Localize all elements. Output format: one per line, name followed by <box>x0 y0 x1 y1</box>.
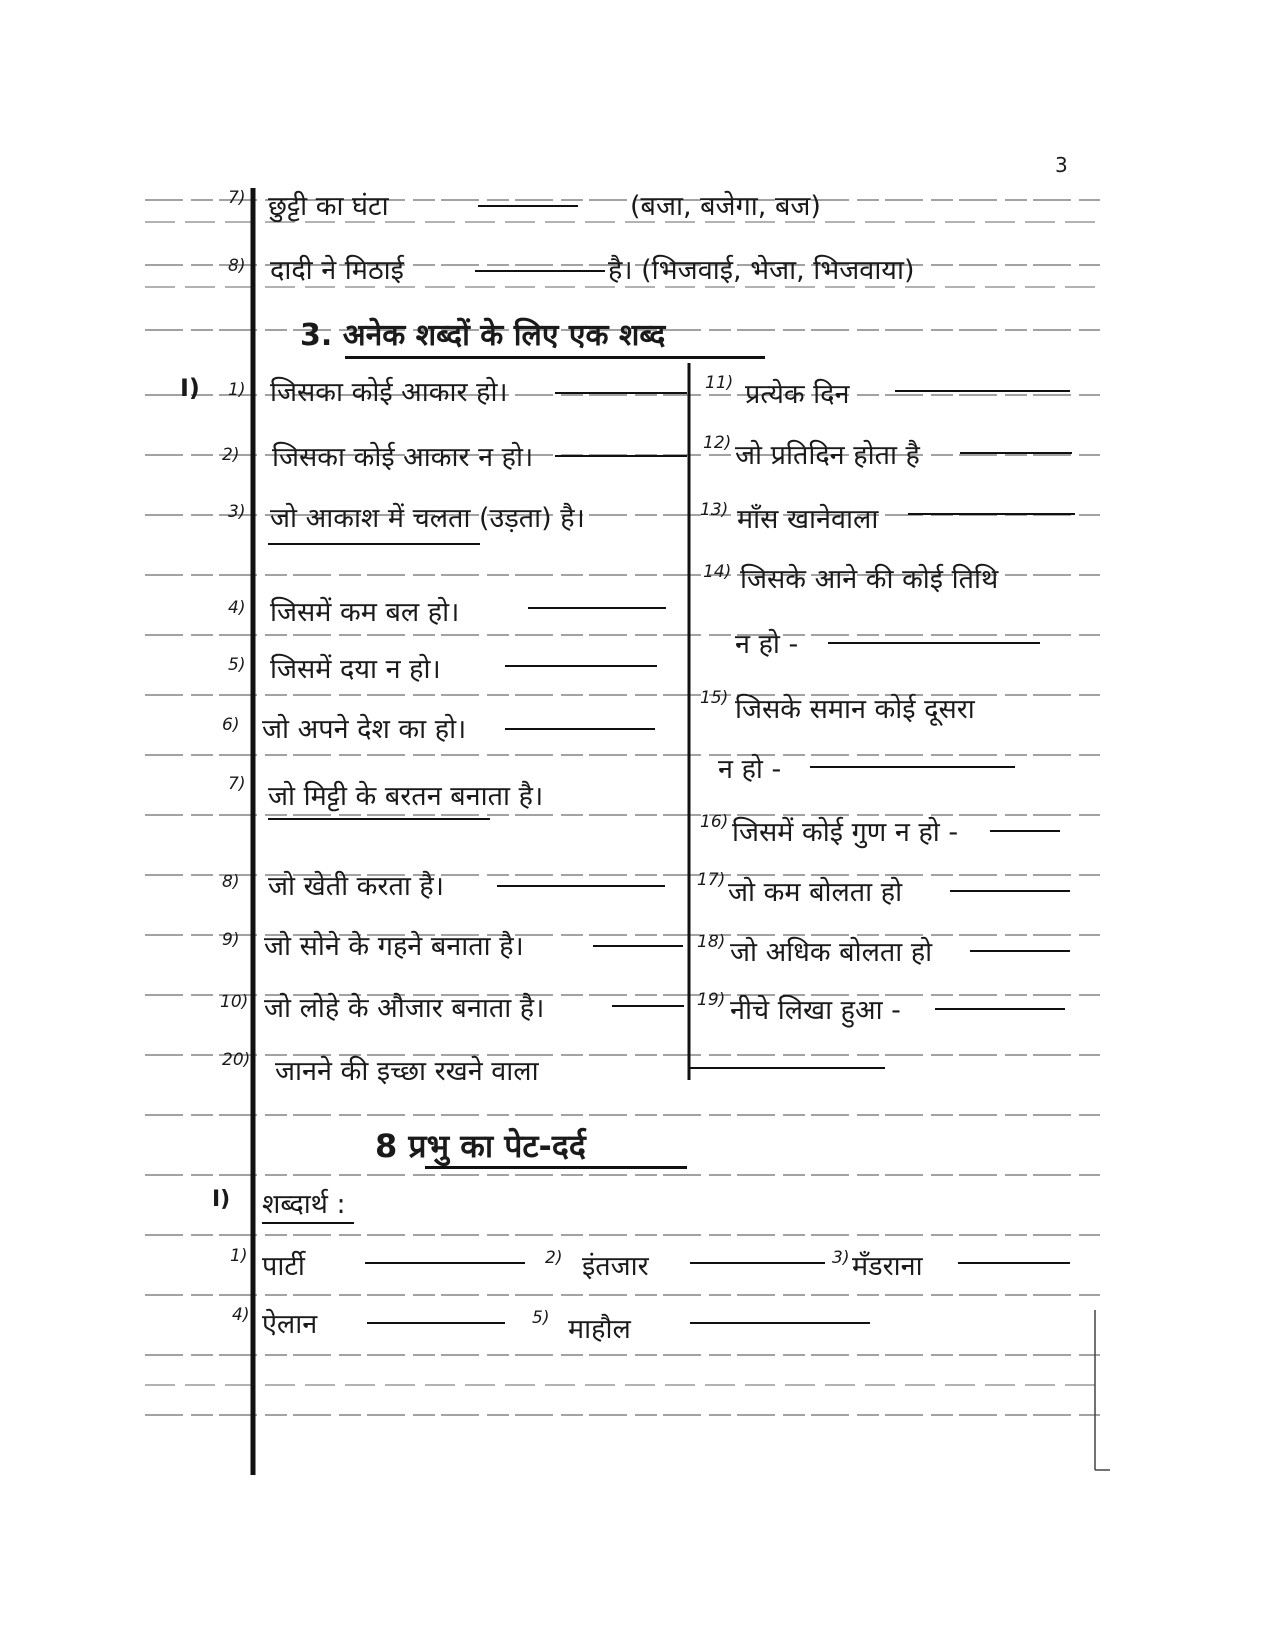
item-number: 16) <box>700 812 729 832</box>
sentence-continuation: न हो - <box>735 629 799 660</box>
word-text: इंतजार <box>582 1251 649 1282</box>
sentence-text: जानने की इच्छा रखने वाला <box>275 1056 539 1087</box>
item-number: 11) <box>705 373 734 393</box>
section-title: 3. अनेक शब्दों के लिए एक शब्द <box>300 318 666 353</box>
item-number: 20) <box>222 1050 251 1070</box>
sentence-text: जो लोहे के औजार बनाता है। <box>264 993 545 1024</box>
answer-blank <box>268 543 480 545</box>
sentence-text: जिसमें दया न हो। <box>270 654 441 685</box>
answer-blank <box>895 390 1070 392</box>
sentence-text: नीचे लिखा हुआ - <box>730 995 901 1026</box>
answer-blank <box>475 270 605 272</box>
sentence-text: छुट्टी का घंटा <box>268 191 389 222</box>
word-text: मँडराना <box>852 1251 923 1282</box>
group-label: I) <box>180 374 200 402</box>
item-number: 6) <box>222 715 240 735</box>
answer-blank <box>478 205 578 207</box>
sentence-text: जो खेती करता है। <box>268 871 444 902</box>
answer-blank <box>970 950 1070 952</box>
title-underline <box>345 356 765 359</box>
answer-blank <box>528 607 666 609</box>
sentence-text: जिसमें कोई गुण न हो - <box>732 817 959 848</box>
item-number: 7) <box>228 774 246 794</box>
answer-blank <box>365 1262 525 1264</box>
answer-blank <box>935 1008 1065 1010</box>
item-number: 2) <box>545 1248 563 1268</box>
item-number: 7) <box>228 188 246 208</box>
answer-blank <box>958 1262 1070 1264</box>
item-number: 5) <box>228 655 246 675</box>
item-number: 8) <box>228 256 246 276</box>
answer-blank <box>612 1005 684 1007</box>
answer-blank <box>367 1322 505 1324</box>
sentence-text: जो अपने देश का हो। <box>262 714 467 745</box>
answer-blank <box>268 818 490 820</box>
answer-blank <box>690 1322 870 1324</box>
answer-blank <box>908 513 1075 515</box>
word-text: ऐलान <box>262 1309 318 1340</box>
sentence-text: जो प्रतिदिन होता है <box>735 440 920 471</box>
sentence-continuation: न हो - <box>718 754 782 785</box>
sentence-text: जिसका कोई आकार हो। <box>270 377 508 408</box>
item-number: 1) <box>228 380 246 400</box>
item-number: 8) <box>222 872 240 892</box>
sentence-text: जो कम बोलता हो <box>728 877 903 908</box>
answer-blank <box>828 642 1040 644</box>
item-number: 15) <box>700 688 729 708</box>
answer-blank <box>990 830 1060 832</box>
subheading-underline <box>262 1222 354 1224</box>
item-number: 18) <box>697 932 726 952</box>
group-label: I) <box>212 1187 231 1212</box>
item-number: 3) <box>228 502 246 522</box>
answer-blank <box>690 1067 885 1069</box>
item-number: 9) <box>222 930 240 950</box>
sentence-text: जो आकाश में चलता (उड़ता) है। <box>270 503 585 534</box>
sentence-text: दादी ने मिठाई <box>270 255 404 286</box>
sentence-text: जिसमें कम बल हो। <box>270 597 460 628</box>
answer-blank <box>810 766 1015 768</box>
sentence-text: जो मिट्टी के बरतन बनाता है। <box>268 781 544 812</box>
sentence-text: जिसका कोई आकार न हो। <box>272 442 534 473</box>
word-text: माहौल <box>568 1314 631 1345</box>
item-number: 14) <box>703 562 732 582</box>
sentence-text: प्रत्येक दिन <box>745 379 850 410</box>
subheading: शब्दार्थ : <box>262 1189 346 1220</box>
item-number: 5) <box>532 1308 550 1328</box>
sentence-text: माँस खानेवाला <box>737 504 879 535</box>
item-number: 19) <box>697 990 726 1010</box>
item-number: 4) <box>228 598 246 618</box>
answer-blank <box>950 890 1070 892</box>
chapter-title: 8 प्रभु का पेट-दर्द <box>375 1127 586 1165</box>
options-text: है। (भिजवाई, भेजा, भिजवाया) <box>608 255 915 286</box>
answer-blank <box>555 455 687 457</box>
answer-blank <box>555 392 687 394</box>
title-underline <box>425 1166 687 1169</box>
answer-blank <box>497 885 665 887</box>
sentence-text: जिसके आने की कोई तिथि <box>740 564 999 595</box>
answer-blank <box>593 945 683 947</box>
sentence-text: जिसके समान कोई दूसरा <box>735 694 975 725</box>
answer-blank <box>505 728 655 730</box>
item-number: 12) <box>703 433 732 453</box>
item-number: 4) <box>232 1305 250 1325</box>
sentence-text: जो सोने के गहने बनाता है। <box>264 931 524 962</box>
sentence-text: जो अधिक बोलता हो <box>730 937 933 968</box>
answer-blank <box>960 452 1072 454</box>
item-number: 13) <box>700 500 729 520</box>
word-text: पार्टी <box>262 1251 305 1282</box>
item-number: 2) <box>222 445 240 465</box>
item-number: 17) <box>697 870 726 890</box>
answer-blank <box>505 665 657 667</box>
item-number: 3) <box>832 1248 850 1268</box>
item-number: 10) <box>220 992 249 1012</box>
answer-blank <box>690 1262 825 1264</box>
page-number: 3 <box>1055 153 1068 177</box>
options-text: (बजा, बजेगा, बज) <box>630 191 821 222</box>
item-number: 1) <box>230 1246 248 1266</box>
